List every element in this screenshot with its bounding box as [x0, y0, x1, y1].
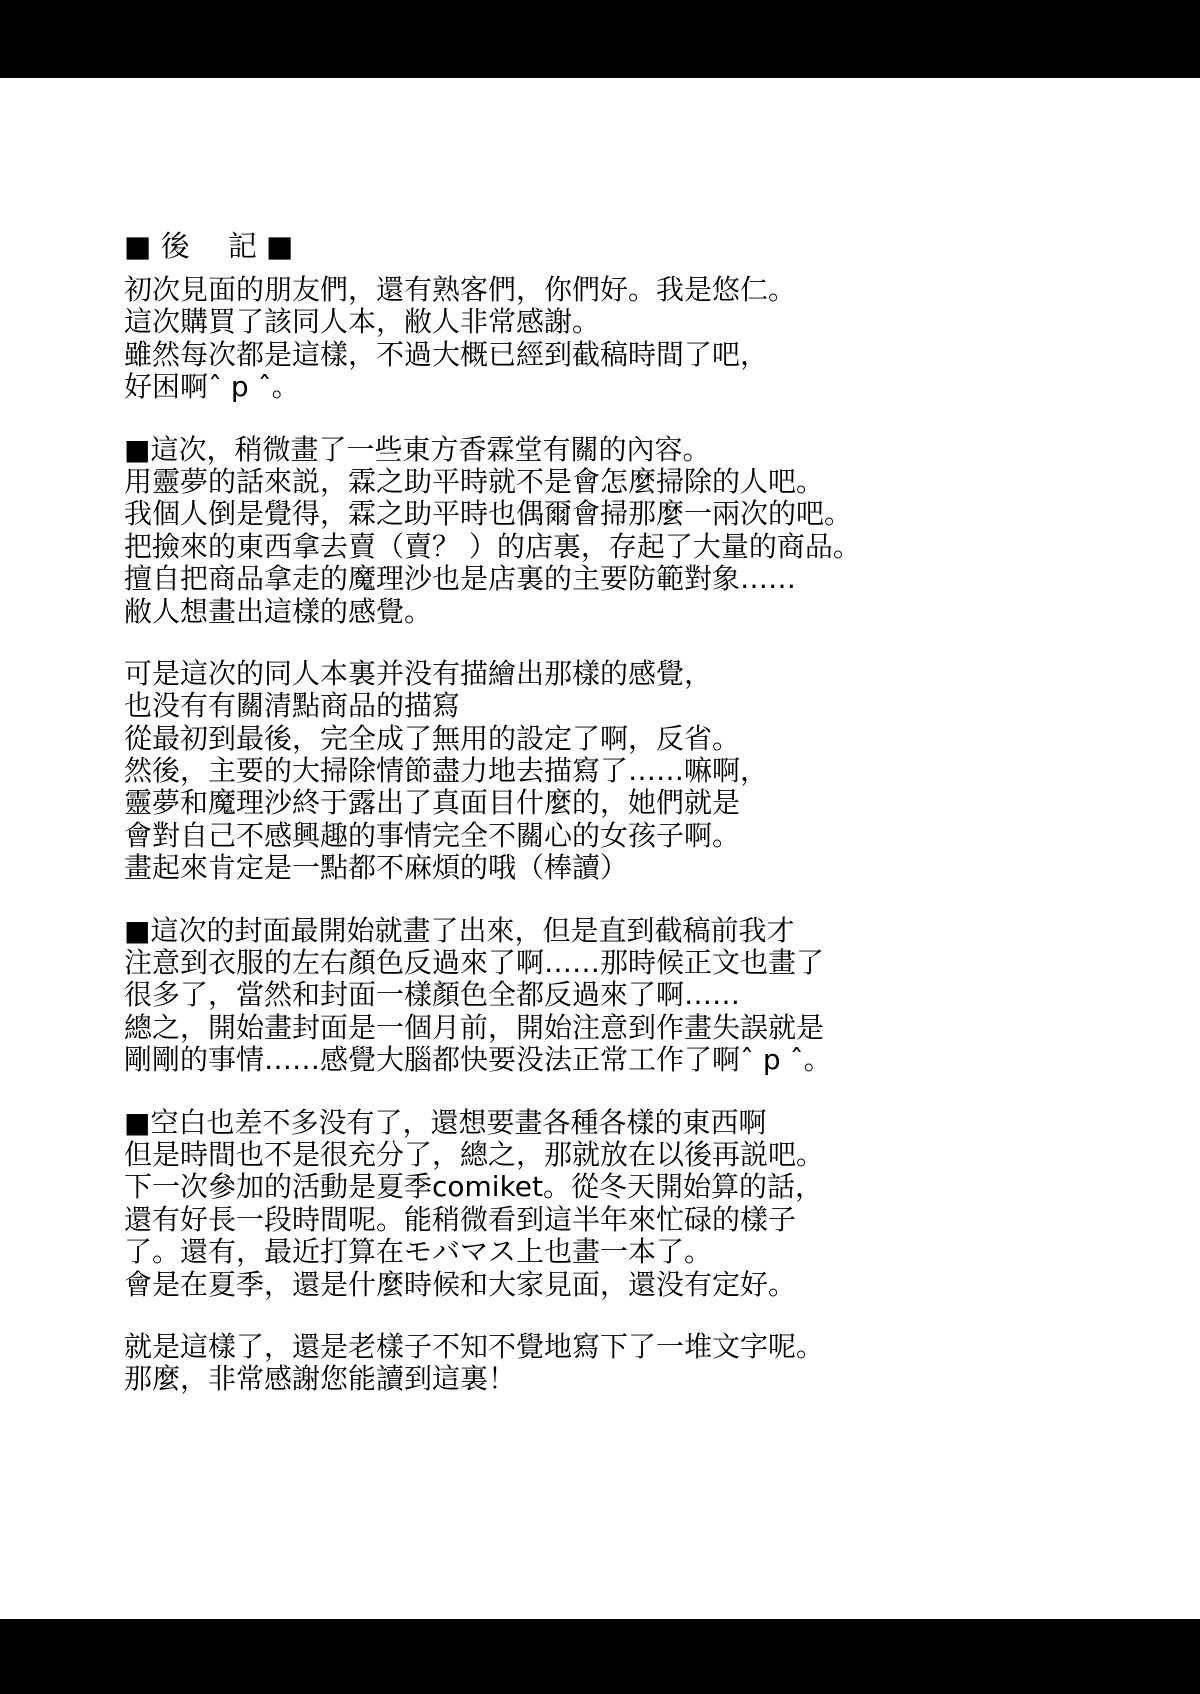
- text-line: 靈夢和魔理沙終于露出了真面目什麼的，她們就是: [124, 786, 741, 820]
- top-black-border: [0, 0, 1200, 78]
- text-line: 剛剛的事情……感覺大腦都快要没法正常工作了啊ˆ p ˆ。: [124, 1043, 832, 1077]
- text-line: 會對自己不感興趣的事情完全不關心的女孩子啊。: [124, 818, 741, 852]
- text-line: 會是在夏季，還是什麼時候和大家見面，還没有定好。: [124, 1267, 797, 1301]
- text-line: 可是這次的同人本裏并没有描繪出那樣的感覺，: [124, 656, 713, 690]
- text-line: 那麼，非常感謝您能讀到這裏！: [124, 1362, 517, 1396]
- text-line: 用靈夢的話來説，霖之助平時就不是會怎麼掃除的人吧。: [124, 464, 825, 498]
- text-line: 注意到衣服的左右顏色反過來了啊……那時候正文也畫了: [124, 946, 825, 980]
- text-line: 也没有有關清點商品的描寫: [124, 689, 461, 723]
- text-line: 從最初到最後，完全成了無用的設定了啊，反省。: [124, 721, 741, 755]
- paragraph-greeting: [124, 274, 1124, 404]
- paragraph-kourindou: [124, 434, 1124, 628]
- text-line: 下一次參加的活動是夏季comiket。從冬天開始算的話，: [124, 1170, 824, 1204]
- text-line: 擅自把商品拿走的魔理沙也是店裏的主要防範對象……: [124, 562, 797, 596]
- text-line: 然後，主要的大掃除情節盡力地去描寫了……嘛啊，: [124, 754, 769, 788]
- paragraph-cover: [124, 915, 1124, 1077]
- text-line: ■這次，稍微畫了一些東方香霖堂有關的內容。: [124, 432, 711, 466]
- afterword-page: [124, 226, 1124, 1426]
- paragraph-reflection: [124, 658, 1124, 885]
- text-line: 敝人想畫出這樣的感覺。: [124, 594, 433, 628]
- text-line: ■空白也差不多没有了，還想要畫各種各樣的東西啊: [124, 1105, 767, 1139]
- text-line: 了。還有，最近打算在モバマス上也畫一本了。: [124, 1235, 713, 1269]
- text-line: 就是這樣了，還是老樣子不知不覺地寫下了一堆文字呢。: [124, 1329, 825, 1363]
- text-line: ■這次的封面最開始就畫了出來，但是直到截稿前我才: [124, 913, 795, 947]
- paragraph-next-event: [124, 1107, 1124, 1301]
- afterword-heading: ■ 後 記 ■: [124, 229, 294, 263]
- text-line: 還有好長一段時間呢。能稍微看到這半年來忙碌的樣子: [124, 1202, 797, 1236]
- text-line: 總之，開始畫封面是一個月前，開始注意到作畫失誤就是: [124, 1010, 825, 1044]
- text-line: 把撿來的東西拿去賣（賣？ ）的店裏，存起了大量的商品。: [124, 529, 861, 563]
- text-line: 但是時間也不是很充分了，總之，那就放在以後再説吧。: [124, 1137, 825, 1171]
- text-line: 畫起來肯定是一點都不麻煩的哦（棒讀）: [124, 851, 629, 885]
- text-line: 很多了，當然和封面一樣顏色全都反過來了啊……: [124, 978, 741, 1012]
- paragraph-closing: [124, 1331, 1124, 1396]
- text-line: 初次見面的朋友們，還有熟客們，你們好。我是悠仁。: [124, 273, 797, 306]
- text-line: 好困啊ˆ p ˆ。: [124, 370, 300, 404]
- text-line: 我個人倒是覺得，霖之助平時也偶爾會掃那麼一兩次的吧。: [124, 497, 853, 531]
- bottom-black-border: [0, 1619, 1200, 1694]
- text-line: 這次購買了該同人本，敝人非常感謝。: [124, 305, 601, 339]
- text-line: 雖然每次都是這樣，不過大概已經到截稿時間了吧，: [124, 337, 769, 371]
